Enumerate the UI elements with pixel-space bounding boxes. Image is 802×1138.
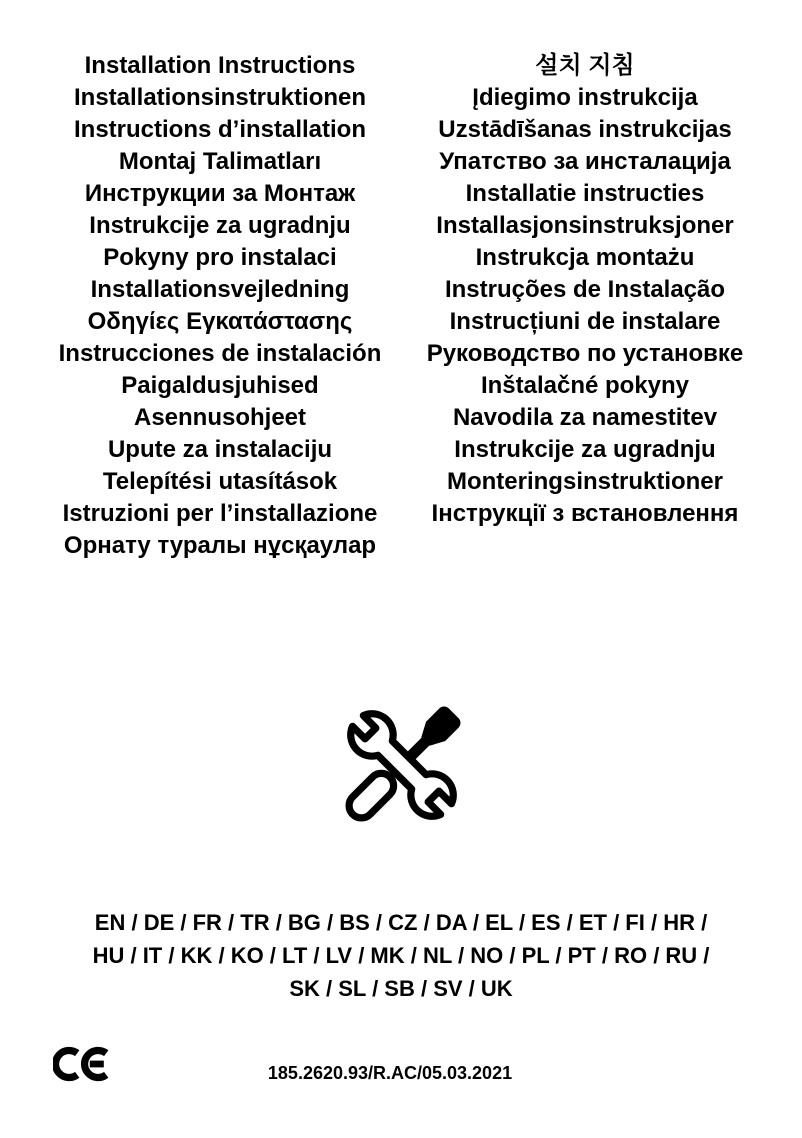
title-column-right: [385, 50, 785, 530]
title-line: Інструкції з встановлення: [431, 500, 739, 527]
language-codes-line: SK / SL / SB / SV / UK: [289, 976, 513, 1001]
title-line: Telepítési utasítások: [102, 468, 338, 495]
title-line: Упатство за инсталација: [439, 148, 731, 175]
title-line: Įdiegimo instrukcija: [472, 84, 698, 111]
title-line: Montaj Talimatları: [118, 148, 322, 175]
title-line: Instrukcja montażu: [475, 244, 695, 271]
title-line: Instrukcije za ugradnju: [89, 212, 351, 239]
title-line: Installatie instructies: [465, 180, 705, 207]
title-line: Instrucțiuni de instalare: [449, 308, 721, 335]
title-line: Pokyny pro instalaci: [103, 244, 337, 271]
title-line: Istruzioni per l’installazione: [62, 500, 378, 527]
language-codes-line: EN / DE / FR / TR / BG / BS / CZ / DA / EL / ES / ET / FI / HR /: [94, 910, 708, 935]
title-line: Instrukcije za ugradnju: [454, 436, 716, 463]
title-line: Monteringsinstruktioner: [446, 468, 723, 495]
title-line: Instrucciones de instalación: [58, 340, 382, 367]
title-line: Installationsvejledning: [90, 276, 350, 303]
title-line: Installasjonsinstruksjoner: [436, 212, 734, 239]
language-codes-list: [0, 906, 802, 1005]
title-line: Instruções de Instalação: [444, 276, 726, 303]
title-column-left: [20, 50, 420, 562]
title-line: 설치 지침: [535, 52, 635, 79]
title-line: Navodila za namestitev: [452, 404, 718, 431]
title-line: Uzstādīšanas instrukcijas: [438, 116, 732, 143]
title-line: Installation Instructions: [84, 52, 356, 79]
title-line: Paigaldusjuhised: [121, 372, 319, 399]
wrench-and-screwdriver-icon: [317, 680, 487, 850]
title-line: Inštalačné pokyny: [480, 372, 690, 399]
title-line: Οδηγίες Εγκατάστασης: [87, 308, 353, 335]
title-line: Asennusohjeet: [133, 404, 307, 431]
document-number: 185.2620.93/R.AC/05.03.2021: [267, 1063, 513, 1083]
title-line: Инструкции за Монтаж: [84, 180, 356, 207]
title-line: Орнату туралы нұсқаулар: [63, 532, 377, 559]
title-line: Руководство по установке: [426, 340, 744, 367]
title-line: Instructions d’installation: [73, 116, 367, 143]
title-line: Installationsinstruktionen: [73, 84, 367, 111]
title-line: Upute za instalaciju: [107, 436, 333, 463]
language-codes-line: HU / IT / KK / KO / LT / LV / MK / NL / NO / PL / PT / RO / RU /: [92, 943, 710, 968]
